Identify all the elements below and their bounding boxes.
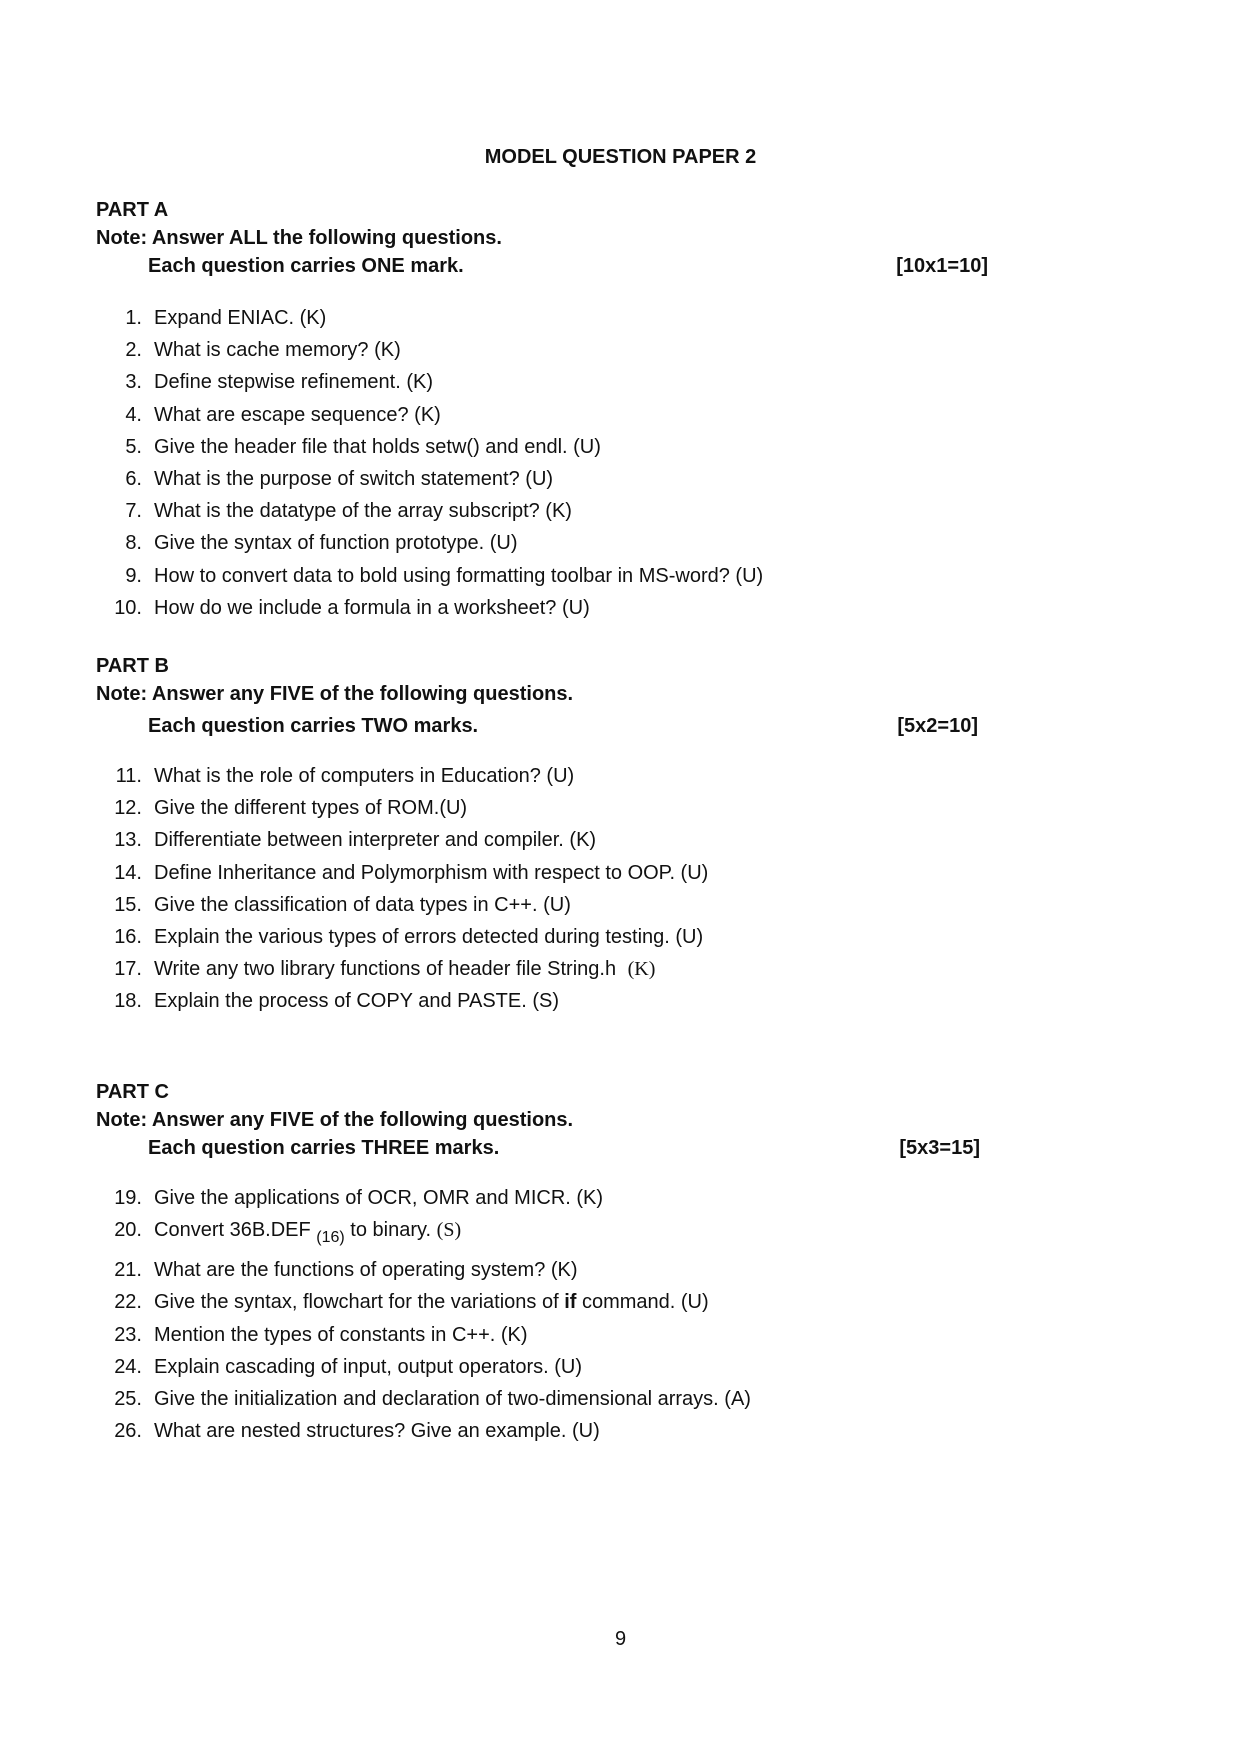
question-number: 13. <box>114 829 142 852</box>
question-text: Give the applications of OCR, OMR and MICR. (K) <box>154 1187 604 1209</box>
question-item <box>96 792 1136 824</box>
question-text: Explain cascading of input, output operators. (U) <box>154 1355 583 1378</box>
question-text <box>148 1214 461 1254</box>
keyword-if: if <box>564 1291 577 1314</box>
question-number: 24. <box>114 1355 142 1378</box>
question-text: What is the datatype of the array subscript? (K) <box>154 500 572 523</box>
question-number: 14. <box>114 861 142 884</box>
question-item <box>96 1319 1136 1351</box>
question-item <box>96 366 1136 398</box>
question-item <box>96 1254 1136 1286</box>
question-text <box>148 1286 709 1318</box>
question-text: What are the functions of operating system? (K) <box>154 1259 578 1282</box>
question-number: 3. <box>125 371 142 394</box>
part-c-section <box>96 1078 1136 1447</box>
question-text-after: to binary. <box>344 1219 437 1242</box>
question-item <box>96 921 1136 953</box>
part-a-carries: Each question carries ONE mark. <box>148 255 464 277</box>
question-number: 25. <box>114 1387 142 1410</box>
part-a-section <box>96 196 1136 624</box>
question-item <box>96 334 1136 366</box>
question-item <box>96 1415 1136 1447</box>
question-text <box>148 953 655 985</box>
question-text: Mention the types of constants in C++. (K) <box>154 1323 528 1346</box>
part-c-heading: PART C <box>96 1081 169 1103</box>
question-item <box>96 953 1136 985</box>
question-number: 16. <box>114 925 142 948</box>
question-number: 1. <box>125 307 142 329</box>
part-c-carries: Each question carries THREE marks. <box>148 1137 500 1159</box>
base-subscript: (16) <box>316 1229 345 1247</box>
question-text-before: Give the syntax, flowchart for the variations of <box>154 1291 565 1314</box>
question-item <box>96 1214 1136 1254</box>
part-a-question-list <box>96 302 1136 624</box>
question-text: How do we include a formula in a worksheet? (U) <box>154 596 590 619</box>
question-item <box>96 431 1136 463</box>
question-number: 21. <box>114 1259 142 1282</box>
question-text-before: Convert 36B.DEF <box>154 1219 317 1242</box>
question-text: Expand ENIAC. (K) <box>154 307 327 329</box>
part-b-heading: PART B <box>96 655 169 677</box>
part-b-note: Note: Answer any FIVE of the following questions. <box>96 683 574 705</box>
part-b-section <box>96 652 1136 1018</box>
part-b-marks: [5x2=10] <box>897 715 978 737</box>
question-number: 5. <box>125 435 142 458</box>
question-text: Give the classification of data types in C++. (U) <box>154 893 571 916</box>
question-number: 23. <box>114 1323 142 1346</box>
question-text: How to convert data to bold using formatting toolbar in MS-word? (U) <box>154 564 764 587</box>
question-text: What is cache memory? (K) <box>154 339 401 362</box>
question-item <box>96 1182 1136 1214</box>
question-text: Give the syntax of function prototype. (U) <box>154 532 518 555</box>
question-tag: (S) <box>436 1219 462 1242</box>
question-text: What are nested structures? Give an example. (U) <box>154 1420 600 1443</box>
question-text: Explain the process of COPY and PASTE. (S) <box>154 990 559 1013</box>
part-c-carries-row <box>96 1134 980 1162</box>
question-text: What are escape sequence? (K) <box>154 403 441 426</box>
question-item <box>96 1351 1136 1383</box>
question-number: 9. <box>125 564 142 587</box>
question-text: Give the different types of ROM.(U) <box>154 797 468 820</box>
question-item <box>96 302 1136 334</box>
question-item <box>96 463 1136 495</box>
question-number: 22. <box>114 1291 142 1314</box>
question-number: 18. <box>114 990 142 1013</box>
question-item <box>96 760 1136 792</box>
question-item <box>96 824 1136 856</box>
question-number: 11. <box>115 765 142 787</box>
question-number: 7. <box>125 500 142 523</box>
question-tag: (K) <box>627 958 656 981</box>
question-number: 17. <box>114 958 142 981</box>
question-text: What is the role of computers in Education? (U) <box>154 765 575 787</box>
question-text: Differentiate between interpreter and compiler. (K) <box>154 829 597 852</box>
question-number: 2. <box>125 339 142 362</box>
page-number: 9 <box>614 1628 627 1650</box>
question-item <box>96 857 1136 889</box>
part-a-marks: [10x1=10] <box>896 255 988 277</box>
question-text-after: command. (U) <box>576 1291 709 1314</box>
part-c-note: Note: Answer any FIVE of the following questions. <box>96 1109 574 1131</box>
part-c-marks: [5x3=15] <box>899 1137 980 1159</box>
question-text-main: Write any two library functions of header file String.h <box>154 958 622 981</box>
question-number: 6. <box>125 467 142 490</box>
question-number: 12. <box>114 797 142 820</box>
paper-title: MODEL QUESTION PAPER 2 <box>484 146 757 168</box>
question-item <box>96 495 1136 527</box>
question-number: 26. <box>114 1420 142 1443</box>
question-item <box>96 399 1136 431</box>
question-text: Explain the various types of errors detected during testing. (U) <box>154 925 704 948</box>
question-number: 15. <box>114 893 142 916</box>
question-text: Define Inheritance and Polymorphism with respect to OOP. (U) <box>154 861 709 884</box>
question-number: 4. <box>125 403 142 426</box>
question-text: Define stepwise refinement. (K) <box>154 371 434 394</box>
question-item <box>96 985 1136 1017</box>
part-b-question-list <box>96 760 1136 1018</box>
part-b-carries-row <box>96 712 978 740</box>
part-b-carries: Each question carries TWO marks. <box>148 715 479 737</box>
question-text: Give the header file that holds setw() and endl. (U) <box>154 435 601 458</box>
question-item <box>96 889 1136 921</box>
question-text: Give the initialization and declaration of two-dimensional arrays. (A) <box>154 1387 751 1410</box>
question-item <box>96 1286 1136 1318</box>
question-number: 8. <box>125 532 142 555</box>
question-item <box>96 560 1136 592</box>
part-a-heading: PART A <box>96 199 169 221</box>
question-item <box>96 592 1136 624</box>
question-number: 19. <box>114 1187 142 1209</box>
part-a-note: Note: Answer ALL the following questions. <box>96 227 502 249</box>
question-item <box>96 1383 1136 1415</box>
question-item <box>96 527 1136 559</box>
part-c-question-list <box>96 1182 1136 1447</box>
question-number: 10. <box>114 596 142 619</box>
question-text: What is the purpose of switch statement? (U) <box>154 467 554 490</box>
question-number: 20. <box>114 1219 142 1242</box>
part-a-carries-row <box>96 252 988 280</box>
